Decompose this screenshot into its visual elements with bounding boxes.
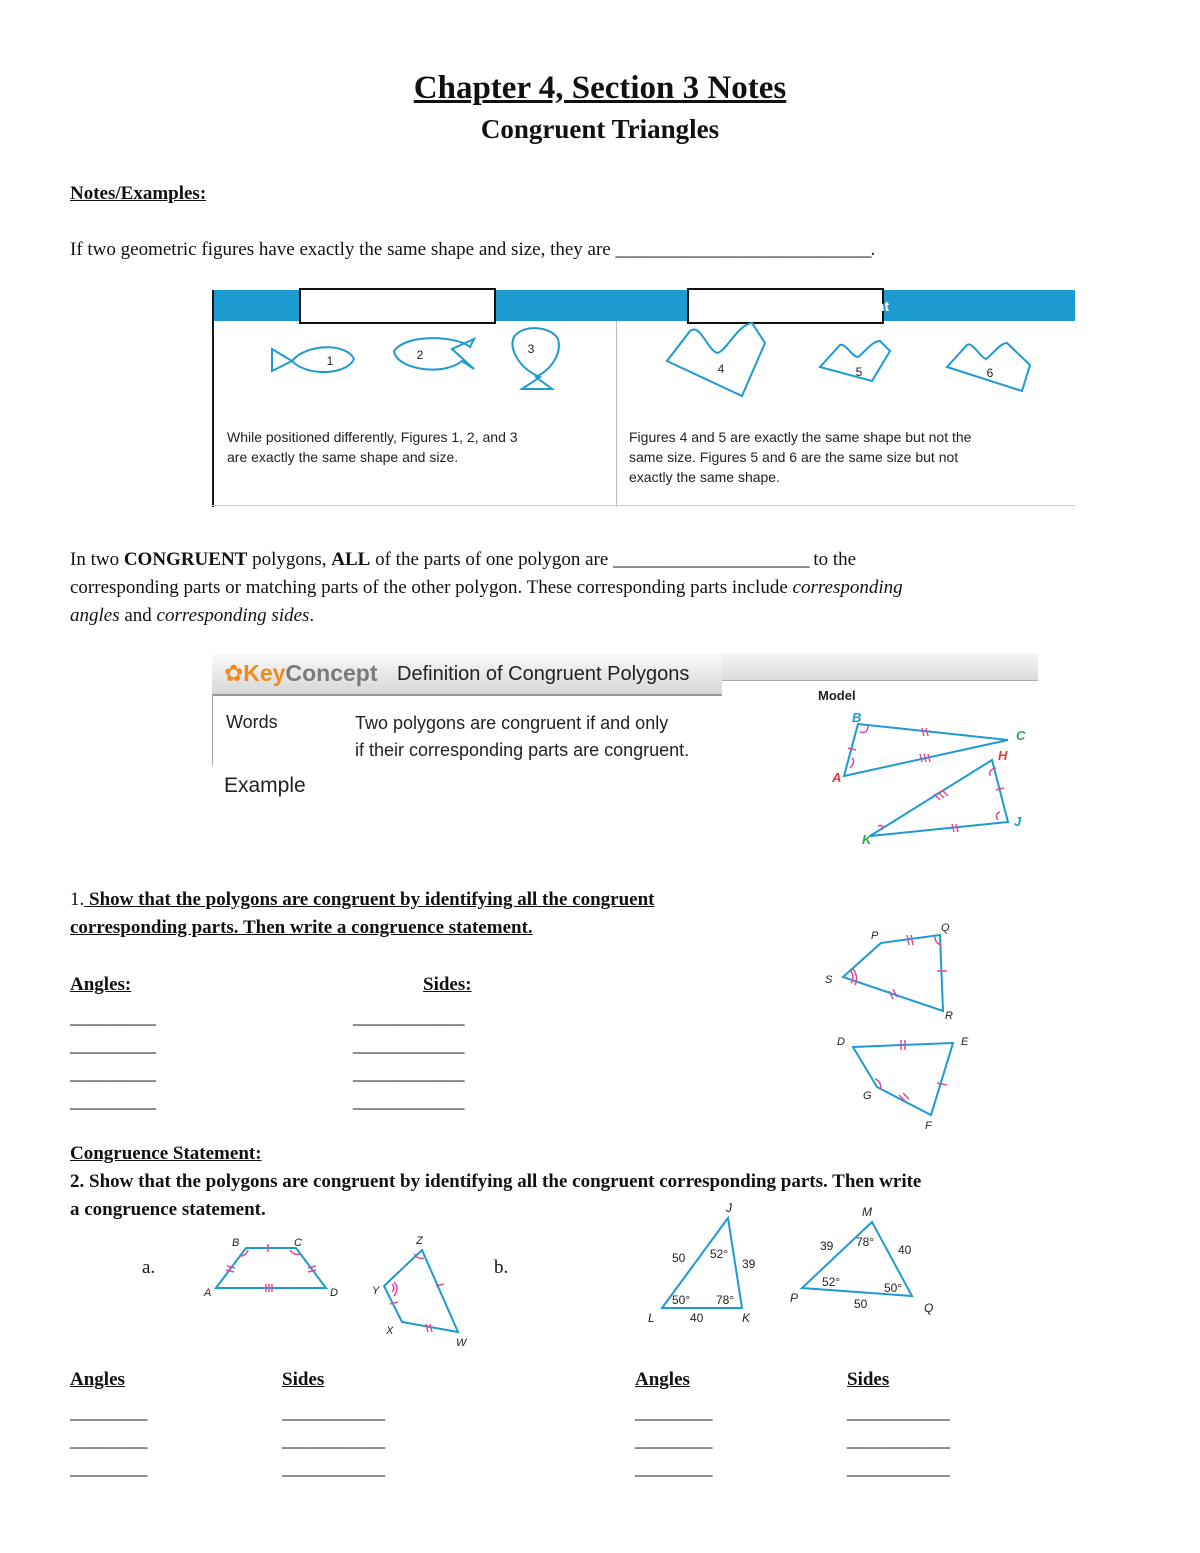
- part-b-angle-blanks: [635, 1399, 712, 1483]
- key-concept-border: [212, 694, 213, 766]
- key-concept-box: [212, 654, 1038, 864]
- side-LK: 40: [690, 1311, 704, 1325]
- shapes-drawing: [212, 321, 1075, 421]
- vertex-P: P: [871, 930, 879, 942]
- quad-wxyz: [384, 1250, 458, 1332]
- part-b-label: b.: [494, 1257, 509, 1278]
- para-italic: angles: [70, 605, 120, 626]
- caption-left: [227, 427, 518, 467]
- para-text: to the: [808, 549, 857, 570]
- polygon-figure-4: [667, 323, 765, 396]
- figure-label-3: 3: [527, 342, 535, 356]
- para-text: and: [119, 605, 157, 626]
- vertex-S: S: [825, 974, 833, 986]
- para-all: ALL: [331, 549, 371, 570]
- definition-line-1: Two polygons are congruent if and only: [355, 713, 669, 733]
- angle-blank-3: __________: [70, 1063, 155, 1084]
- para-text: polygons,: [247, 549, 332, 570]
- figure-label-1: 1: [326, 354, 334, 368]
- key-concept-logo: [224, 660, 377, 687]
- blank: ____________: [847, 1402, 949, 1423]
- fish-figure-3: [512, 328, 558, 389]
- angle-blank-2: __________: [70, 1035, 155, 1056]
- blank: _________: [70, 1402, 147, 1423]
- instruction-line-1: 2. Show that the polygons are congruent by identifying all the congruent corresponding parts. Then write: [70, 1171, 922, 1192]
- problem-1-instruction: [70, 886, 830, 942]
- angles-heading: Angles:: [70, 974, 132, 995]
- vertex-L: L: [648, 1311, 655, 1325]
- angle-J: 52°: [710, 1247, 729, 1261]
- vertex-K: K: [862, 832, 872, 847]
- angle-K: 78°: [716, 1293, 735, 1307]
- para-italic: corresponding sides: [156, 605, 310, 626]
- fill-blank: _______________________: [613, 549, 809, 570]
- angle-blank-1: __________: [70, 1007, 155, 1028]
- part-a-angles-heading: Angles: [70, 1369, 125, 1390]
- part-b-side-blanks: [847, 1399, 949, 1483]
- key-concept-title: Definition of Congruent Polygons: [397, 663, 690, 685]
- blank-header-box-left: [299, 288, 496, 324]
- blank: ____________: [282, 1430, 384, 1451]
- angle-blank-4: __________: [70, 1091, 155, 1112]
- part-a-side-blanks: [282, 1399, 384, 1483]
- part-a-label: a.: [142, 1257, 156, 1278]
- part-b-triangles: [640, 1200, 950, 1335]
- side-blank-1: _____________: [353, 1007, 464, 1028]
- triangle-abc: [844, 724, 1008, 776]
- sentence-congruent-definition: [70, 236, 875, 264]
- blank: _________: [70, 1458, 147, 1479]
- instruction-line-2: corresponding parts. Then write a congruence statement.: [70, 917, 533, 938]
- side-JK: 39: [742, 1257, 756, 1271]
- side-MP: 39: [820, 1239, 834, 1253]
- vertex-R: R: [945, 1010, 953, 1022]
- figure-label-6: 6: [986, 366, 994, 380]
- key-concept-header-extension: [722, 654, 1038, 681]
- header-fragment: nt: [876, 298, 890, 314]
- vertex-W: W: [456, 1337, 467, 1349]
- instruction-line-1: Show that the polygons are congruent by identifying all the congruent: [84, 889, 655, 910]
- vertex-Z: Z: [416, 1235, 423, 1247]
- example-label: Example: [224, 774, 306, 797]
- blank: _________: [635, 1430, 712, 1451]
- para-text: corresponding parts or matching parts of the other polygon. These corresponding parts include: [70, 577, 793, 598]
- model-triangles-drawing: [812, 704, 1038, 854]
- problem-2-instruction: [70, 1168, 1140, 1224]
- para-text: In two: [70, 549, 124, 570]
- fish-figure-1: [272, 347, 354, 372]
- blank: ____________: [847, 1430, 949, 1451]
- side-MQ: 40: [898, 1243, 912, 1257]
- figure-label-2: 2: [416, 348, 424, 362]
- caption-right: [629, 427, 971, 487]
- fish-figure-2: [394, 338, 474, 369]
- vertex-F: F: [925, 1120, 932, 1132]
- part-a-angle-blanks: [70, 1399, 147, 1483]
- side-blank-4: _____________: [353, 1091, 464, 1112]
- blank: _________: [635, 1402, 712, 1423]
- sides-heading: Sides:: [423, 974, 472, 995]
- vertex-P: P: [790, 1291, 799, 1305]
- vertex-M: M: [862, 1205, 872, 1219]
- logo-concept: Concept: [285, 660, 378, 686]
- vertex-D: D: [837, 1036, 845, 1048]
- vertex-K: K: [742, 1311, 751, 1325]
- caption-right-line-2: same size. Figures 5 and 6 are the same size but not: [629, 449, 959, 465]
- vertex-J: J: [726, 1201, 732, 1215]
- vertex-J: J: [1014, 814, 1022, 829]
- side-blank-2: _____________: [353, 1035, 464, 1056]
- definition-line-2: if their corresponding parts are congruent.: [355, 740, 690, 760]
- caption-right-line-3: exactly the same shape.: [629, 469, 780, 485]
- sentence-end: .: [870, 239, 876, 260]
- part-b-angles-heading: Angles: [635, 1369, 690, 1390]
- caption-left-line-2: are exactly the same shape and size.: [227, 449, 459, 465]
- side-JL: 50: [672, 1251, 686, 1265]
- instruction-line-2: a congruence statement.: [70, 1199, 266, 1220]
- angle-P: 52°: [822, 1275, 841, 1289]
- part-a-sides-heading: Sides: [282, 1369, 325, 1390]
- figure-label-4: 4: [717, 362, 725, 376]
- sentence-text: If two geometric figures have exactly the same shape and size, they are: [70, 239, 611, 260]
- side-blanks: [353, 1004, 464, 1116]
- vertex-Q: Q: [941, 922, 950, 934]
- figures-example-box: [212, 290, 1075, 507]
- quad-defg: [853, 1043, 953, 1115]
- angle-M: 78°: [856, 1235, 875, 1249]
- part-a-figures: [196, 1230, 486, 1350]
- logo-key: Key: [243, 660, 286, 686]
- key-concept-logo-icon: ✿: [224, 660, 244, 686]
- blank: ____________: [282, 1402, 384, 1423]
- problem-1-quadrilaterals: [815, 915, 975, 1135]
- vertex-A: A: [204, 1287, 212, 1299]
- page-subtitle: Congruent Triangles: [480, 114, 720, 144]
- notes-heading: Notes/Examples:: [70, 183, 207, 204]
- para-italic: corresponding: [792, 577, 903, 598]
- vertex-H: H: [998, 748, 1008, 763]
- congruence-statement-heading: Congruence Statement:: [70, 1143, 262, 1164]
- vertex-A: A: [832, 770, 842, 785]
- caption-left-line-1: While positioned differently, Figures 1, 2, and 3: [227, 429, 518, 445]
- vertex-E: E: [961, 1036, 969, 1048]
- para-text: of the parts of one polygon are: [370, 549, 614, 570]
- blank: _________: [635, 1458, 712, 1479]
- side-PQ: 50: [854, 1297, 868, 1311]
- angle-Q: 50°: [884, 1281, 903, 1295]
- blank: _________: [70, 1430, 147, 1451]
- words-label: Words: [226, 712, 278, 732]
- fill-blank: ______________________________: [615, 239, 871, 260]
- figure-label-5: 5: [855, 365, 863, 379]
- blank: ____________: [847, 1458, 949, 1479]
- vertex-B: B: [852, 710, 862, 725]
- angle-blanks: [70, 1004, 155, 1116]
- vertex-X: X: [386, 1325, 394, 1337]
- congruent-polygons-paragraph: [70, 546, 1130, 630]
- angle-L: 50°: [672, 1293, 691, 1307]
- vertex-C: C: [1016, 728, 1026, 743]
- quad-pqrs: [843, 935, 943, 1011]
- side-blank-3: _____________: [353, 1063, 464, 1084]
- vertex-G: G: [863, 1090, 872, 1102]
- problem-number: 1.: [70, 889, 85, 910]
- blank-header-box-right: [687, 288, 884, 324]
- para-text: .: [309, 605, 315, 626]
- box-bottom-border: [212, 505, 1075, 506]
- definition-text: [355, 710, 689, 764]
- para-congruent: CONGRUENT: [123, 549, 248, 570]
- model-label: Model: [818, 688, 856, 703]
- blank: ____________: [282, 1458, 384, 1479]
- vertex-D: D: [330, 1287, 338, 1299]
- part-b-sides-heading: Sides: [847, 1369, 890, 1390]
- vertex-B: B: [232, 1237, 240, 1249]
- vertex-C: C: [294, 1237, 302, 1249]
- page-title: Chapter 4, Section 3 Notes: [413, 70, 787, 106]
- vertex-Y: Y: [372, 1285, 380, 1297]
- caption-right-line-1: Figures 4 and 5 are exactly the same shape but not the: [629, 429, 972, 445]
- vertex-Q: Q: [924, 1301, 934, 1315]
